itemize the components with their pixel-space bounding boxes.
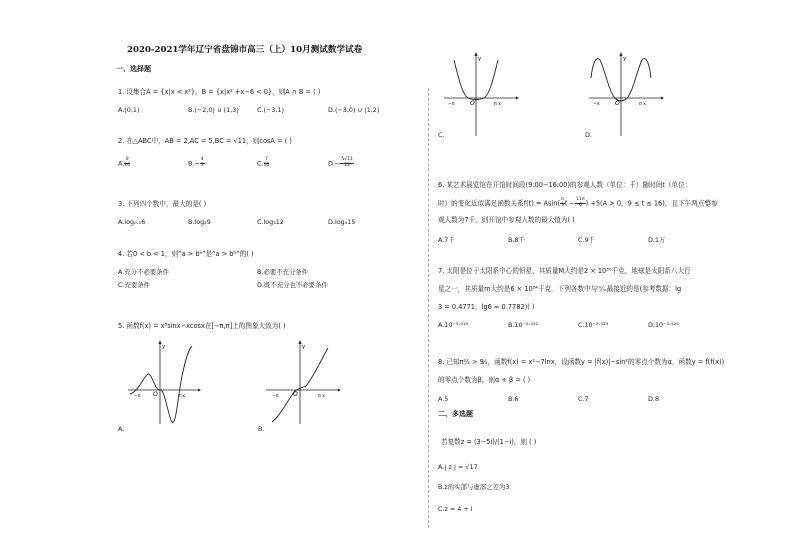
x-axis-arrow (338, 389, 341, 392)
graph-c-y-label: y (478, 56, 482, 62)
graph-a-origin-label: O (153, 391, 158, 398)
graph-c-pi-label: π x (494, 102, 501, 107)
graph-b-neg-pi-label: −π (272, 394, 279, 399)
question-6-line-2: 时）的变化近似满足函数关系f(t) = Asin( $\frac{\pi}{3}$ t − $\frac{11\pi}{6}$ ) +5(A > 0，9 ≤ t ≤ 16)，且下午两点整参 (438, 197, 718, 208)
graph-a-curve (130, 346, 192, 422)
question-2-option-a: A. $\frac{9}{10}$ (118, 157, 131, 168)
graph-b-origin-label: O (293, 391, 298, 398)
question-6-option-b: B.8千 (508, 236, 525, 244)
question-3-option-d: D.log₄15 (328, 218, 356, 226)
question-5-stem: 5. 函数f(x) = x³sinx−xcosx在[−π,π]上的图象大致为( ) (118, 322, 286, 330)
question-1-stem: 1. 设集合A = {x|x < x²}，B = {x|x² +x−6 < 0}，则A ∩ B = ( ) (118, 88, 321, 96)
question-9-option-b: B.z的实部与虚部之差为3 (438, 483, 510, 491)
graph-a (122, 336, 202, 426)
question-4-option-b: B.必要不充分条件 (257, 268, 309, 276)
graph-b (262, 336, 342, 426)
question-2-option-c: C. $\frac{7}{10}$ (257, 157, 270, 168)
question-6-line-3: 观人数为7千，则开馆中参观人数的最大值为( ) (438, 216, 575, 224)
x-axis-arrow (661, 97, 664, 100)
graph-b-y-label: y (302, 344, 306, 350)
question-4-option-c: C.充要条件 (118, 281, 151, 289)
x-axis-arrow (198, 389, 201, 392)
question-9-option-c: C.z = 4 + i (438, 505, 473, 513)
question-6-option-d: D.1万 (648, 236, 666, 244)
question-7-option-b: B.10⁻⁵·⁵²¹ (508, 321, 539, 329)
graph-a-y-label: y (162, 344, 166, 350)
question-2-option-b: B.− $\frac{4}{5}$ (188, 157, 204, 168)
graph-a-pi-label: π x (178, 394, 185, 399)
question-6-option-a: A.7千 (438, 236, 455, 244)
graph-d-y-label: y (623, 56, 627, 62)
question-2-stem: 2. 在△ABC中，AB = 2,AC = 5,BC = √11，则cosA = ( ) (118, 137, 292, 145)
graph-d-origin-label: O (615, 100, 620, 107)
question-3-option-c: C.log₃12 (257, 218, 284, 226)
graph-d-pi-label: π x (639, 102, 646, 107)
section-multi-choice-heading: 二、多选题 (438, 410, 473, 418)
x-axis-arrow (516, 97, 519, 100)
question-8-option-b: B.6 (508, 395, 519, 403)
question-1-option-b: B.(−2,0) ∪ (1,3) (188, 106, 239, 114)
question-8-option-c: C.7 (578, 395, 589, 403)
question-7-line-2: 星之一，其质量m大约是6 × 10²⁴千克．下列各数中与ᵐ⁄ₘ最接近的是(参考数据：lg (438, 285, 682, 293)
question-7-option-a: A.10⁻⁵·⁵¹⁹ (438, 321, 469, 329)
question-1-option-c: C.(−3,1) (257, 106, 284, 114)
question-8-option-d: D.8 (648, 395, 660, 403)
question-7-line-3: 3 = 0.4771，lg6 ≈ 0.7782)( ) (438, 303, 535, 311)
graph-a-neg-pi-label: −π (134, 394, 141, 399)
question-6-line-1: 6. 某艺术展览馆在开馆时间段(9:00−16:00)的参观人数（单位：千）随时间t（单位： (438, 181, 692, 189)
section-choice-heading: 一、选择题 (116, 65, 151, 73)
question-8-option-a: A.5 (438, 395, 449, 403)
question-3-option-a: A.log₀.₁6 (118, 218, 146, 226)
question-3-option-b: B.log₂9 (188, 218, 211, 226)
graph-d-neg-pi-label: −π (593, 102, 600, 107)
question-4-option-a: A.充分不必要条件 (118, 268, 170, 276)
question-7-option-d: D.10⁻⁵·⁵²⁵ (648, 321, 679, 329)
question-5-option-c-label: C. (438, 131, 445, 139)
question-8-line-2: 的零点个数为β，则α + β = ( ) (438, 376, 531, 384)
column-divider (428, 88, 429, 528)
question-4-option-d: D.既不充分也不必要条件 (257, 281, 328, 289)
question-1-option-d: D.(−3,0) ∪ (1,2) (328, 106, 380, 114)
question-5-option-b-label: B. (258, 425, 265, 433)
page-title: 2020-2021学年辽宁省盘锦市高三（上）10月测试数学试卷 (127, 45, 363, 55)
graph-d (585, 48, 665, 138)
question-5-option-d-label: D. (585, 131, 592, 139)
question-5-option-a-label: A. (118, 425, 125, 433)
question-4-stem: 4. 若0 < b < 1，则“a > bᵃ”是“a > bᵇ”的( ) (118, 250, 254, 258)
question-7-option-c: C.10⁻⁵·⁵²³ (578, 321, 609, 329)
graph-c-neg-pi-label: −π (448, 102, 455, 107)
question-8-line-1: 8. 已知π²⁄₂ > 9⁄₂，函数f(x) = x²−7lnx，设函数y = |f(x)|−sin²的零点个数为α，函数y = f(f(x)) (438, 358, 725, 366)
question-1-option-a: A.(0,1) (118, 106, 140, 114)
graph-c-origin-label: O (470, 100, 475, 107)
question-7-line-1: 7. 太阳是位于太阳系中心的恒星，其质量M大约是2 × 10³⁰千克，地球是太阳系八大行 (438, 267, 691, 275)
question-3-stem: 3. 下列四个数中，最大的是( ) (118, 200, 207, 208)
graph-c (440, 48, 520, 138)
question-6-option-c: C.9千 (578, 236, 595, 244)
question-2-option-d: D.− $\frac{5√11}{22}$ (328, 157, 354, 168)
graph-b-pi-label: π x (318, 394, 325, 399)
question-9-stem: 若复数z = (3−5i)/(1−i)，则 ( ) (441, 438, 537, 446)
question-9-option-a: A.| z | = √17 (438, 463, 478, 471)
